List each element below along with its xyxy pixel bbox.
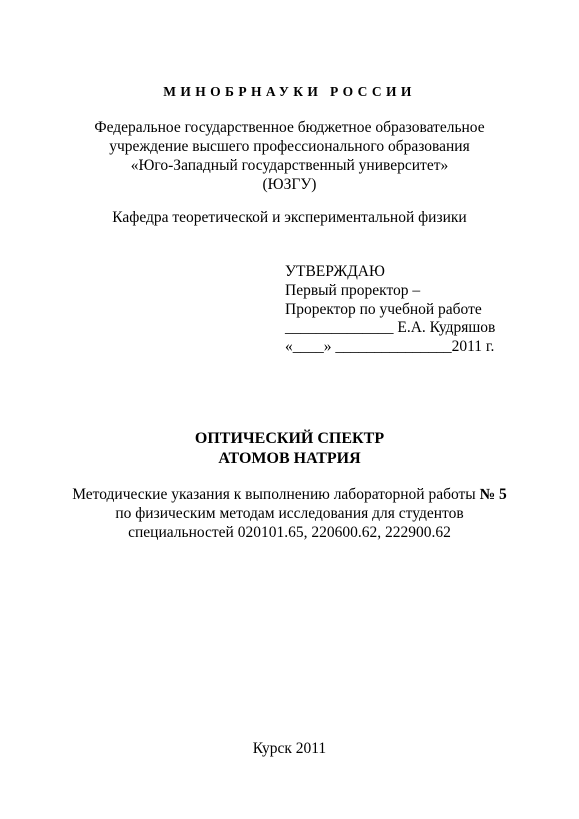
approval-position-1: Первый проректор – [285,282,421,299]
institution-abbreviation: (ЮЗГУ) [262,176,317,193]
city-year: Курск 2011 [252,740,327,757]
institution-line-3: «Юго-Западный государственный университет» [130,157,449,174]
institution-line-2: учреждение высшего профессионального образования [109,138,470,155]
description-line-1-text: Методические указания к выполнению лабораторной работы [72,486,480,503]
document-title-line-1: ОПТИЧЕСКИЙ СПЕКТР [194,430,385,447]
approval-signature-line: ______________ Е.А. Кудряшов [285,319,496,336]
description-line-2: по физическим методам исследования для студентов [115,505,464,522]
approval-position-2: Проректор по учебной работе [285,301,482,318]
description-line-1 [0,485,579,504]
lab-work-number: № 5 [479,486,507,503]
approval-heading: УТВЕРЖДАЮ [285,263,385,280]
document-title-line-2: АТОМОВ НАТРИЯ [218,450,361,467]
institution-line-1: Федеральное государственное бюджетное образовательное [94,119,485,136]
department-name: Кафедра теоретической и экспериментальной физики [112,209,467,226]
approval-date-line: «____» _______________2011 г. [285,338,495,355]
description-line-3: специальностей 020101.65, 220600.62, 222900.62 [128,524,451,541]
ministry-heading: МИНОБРНАУКИ РОССИИ [163,84,416,99]
